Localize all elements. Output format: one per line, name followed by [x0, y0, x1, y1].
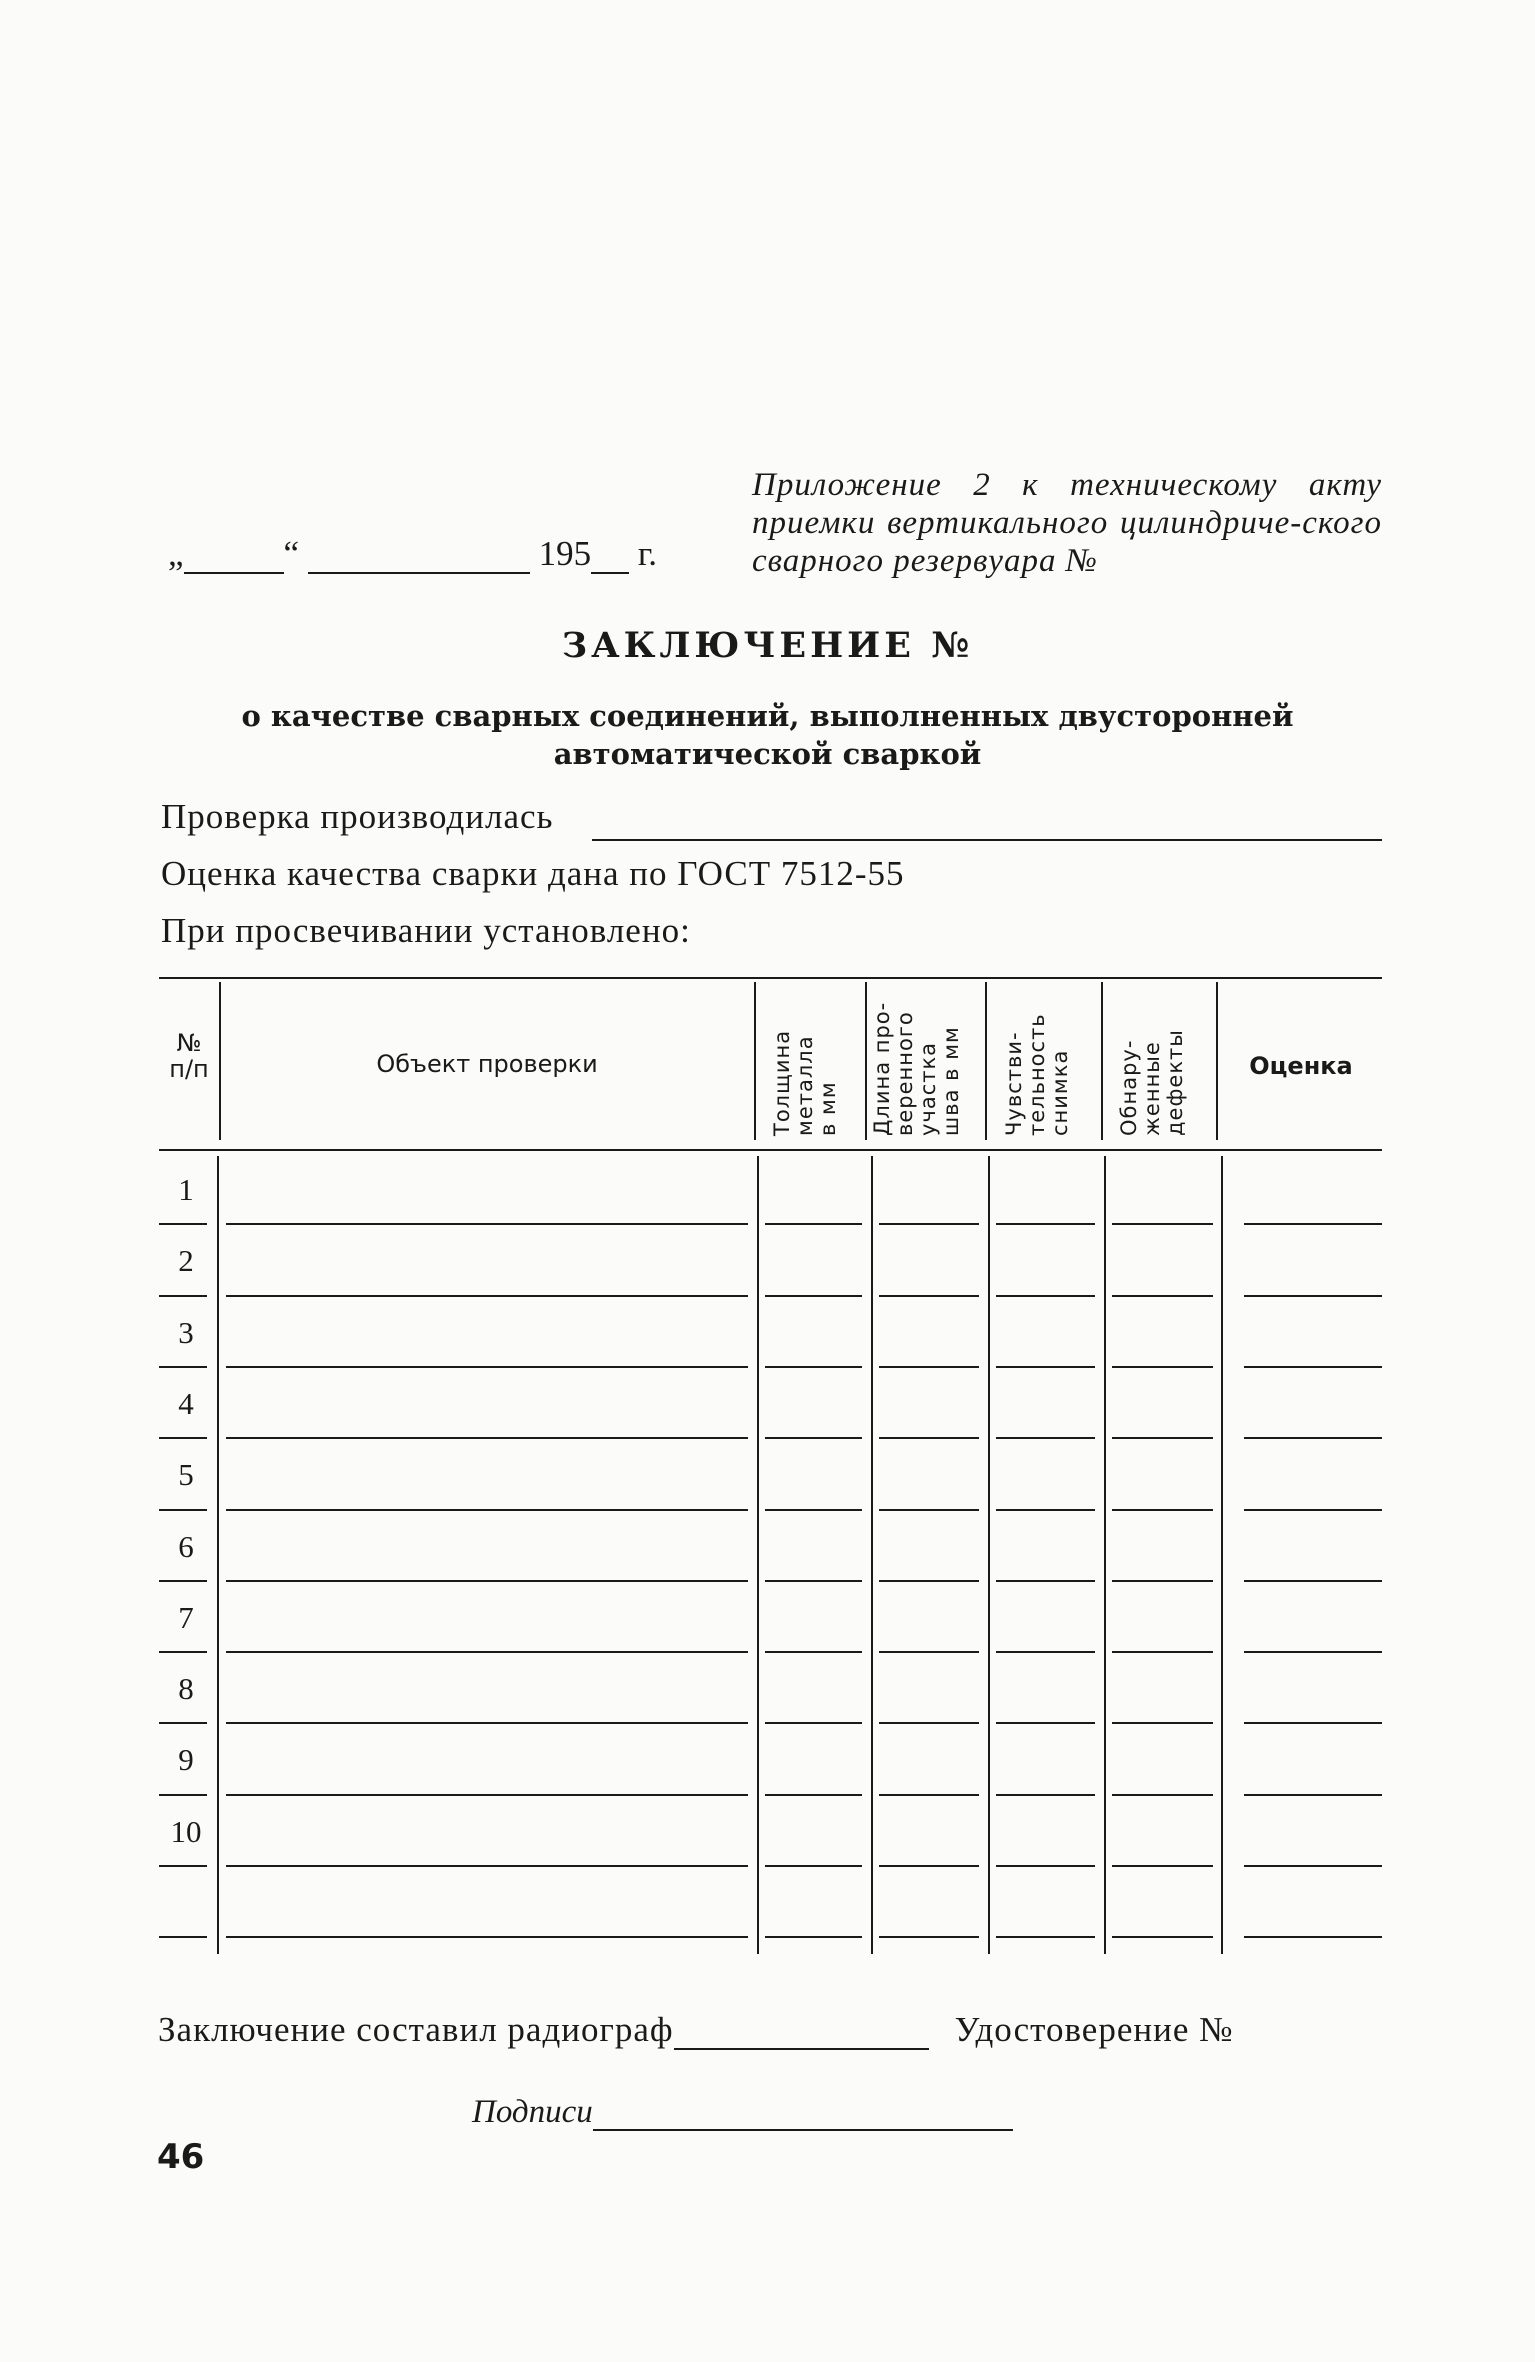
compiled-by-label: Заключение составил радиограф [158, 2010, 674, 2049]
header-thickness: Толщина металла в мм [770, 1029, 840, 1136]
row-line [765, 1580, 862, 1582]
row-number: 3 [178, 1314, 194, 1350]
signatures-line [472, 2094, 1013, 2131]
row-line [996, 1722, 1095, 1724]
header-sensitivity: Чувстви- тельность снимка [1002, 1013, 1072, 1136]
row-line [1244, 1295, 1382, 1297]
row-line [996, 1295, 1095, 1297]
row-line [1244, 1509, 1382, 1511]
row-line [1112, 1722, 1213, 1724]
row-number: 1 [178, 1172, 194, 1207]
body-col-divider-6 [1221, 1156, 1223, 1954]
radiographer-blank [674, 2020, 929, 2050]
row-line [1244, 1580, 1382, 1582]
row-line [879, 1223, 979, 1225]
document-subtitle: о качестве сварных соединений, выполненных двусторонней автоматической сваркой [241, 699, 1294, 771]
appendix-note: Приложение 2 к техническому акту приемки вертикального цилиндриче-ского сварного резервуара № [752, 467, 1382, 579]
row-line [159, 1794, 207, 1796]
row-line [765, 1437, 862, 1439]
row-line [1244, 1366, 1382, 1368]
row-line [996, 1936, 1095, 1938]
row-line [765, 1936, 862, 1938]
row-line [879, 1651, 979, 1653]
row-line [226, 1580, 748, 1582]
row-line [996, 1794, 1095, 1796]
row-line [226, 1651, 748, 1653]
body-col-divider-5 [1104, 1156, 1106, 1954]
row-line [1244, 1936, 1382, 1938]
row-line [879, 1936, 979, 1938]
header-col-divider-6 [1216, 982, 1218, 1140]
row-line [1112, 1223, 1213, 1225]
body-col-divider-2 [757, 1156, 759, 1954]
row-line [159, 1722, 207, 1724]
row-line [879, 1722, 979, 1724]
row-line [765, 1722, 862, 1724]
row-number: 2 [178, 1243, 194, 1279]
header-number: № п/п [169, 1029, 209, 1083]
body-col-divider-3 [871, 1156, 873, 1954]
row-line [879, 1295, 979, 1297]
row-line [765, 1865, 862, 1867]
row-line [226, 1437, 748, 1439]
row-line [226, 1509, 748, 1511]
inspection-performed-label: Проверка производилась [161, 797, 554, 836]
date-open-quote: „ [168, 534, 184, 573]
row-line [1244, 1651, 1382, 1653]
row-line [765, 1223, 862, 1225]
row-line [1112, 1865, 1213, 1867]
row-line [226, 1722, 748, 1724]
row-line [879, 1794, 979, 1796]
row-number: 4 [178, 1385, 194, 1421]
row-number: 10 [170, 1813, 202, 1849]
row-line [765, 1295, 862, 1297]
document-title: ЗАКЛЮЧЕНИЕ № [561, 625, 974, 666]
row-line [879, 1865, 979, 1867]
row-line [1112, 1794, 1213, 1796]
signatures-blank [593, 2101, 1013, 2131]
row-line [765, 1366, 862, 1368]
row-line [765, 1651, 862, 1653]
row-line [226, 1794, 748, 1796]
header-col-divider-3 [865, 982, 867, 1140]
header-col-divider-2 [754, 982, 756, 1140]
row-number: 5 [178, 1457, 194, 1493]
row-line [159, 1366, 207, 1368]
row-line [1244, 1794, 1382, 1796]
row-line [996, 1223, 1095, 1225]
header-defects: Обнару- женные дефекты [1117, 1029, 1187, 1136]
row-line [996, 1437, 1095, 1439]
body-col-divider-4 [988, 1156, 990, 1954]
certificate-label: Удостоверение № [954, 2010, 1234, 2049]
row-line [1244, 1722, 1382, 1724]
row-line [879, 1437, 979, 1439]
row-line [226, 1936, 748, 1938]
row-line [159, 1437, 207, 1439]
row-line [996, 1865, 1095, 1867]
row-line [159, 1295, 207, 1297]
year-suffix: г. [637, 534, 658, 573]
row-line [1244, 1865, 1382, 1867]
row-line [879, 1509, 979, 1511]
signatures-label: Подписи [472, 2094, 593, 2130]
row-number: 6 [178, 1528, 194, 1564]
radiography-result-line: При просвечивании установлено: [161, 911, 691, 950]
table-header-bottom-border [159, 1149, 1382, 1151]
row-line [159, 1936, 207, 1938]
row-line [996, 1580, 1095, 1582]
row-line [1112, 1509, 1213, 1511]
row-number: 8 [178, 1671, 194, 1707]
row-line [1112, 1437, 1213, 1439]
header-object: Объект проверки [376, 1050, 598, 1078]
year-prefix: 195 [538, 534, 592, 573]
row-line [159, 1509, 207, 1511]
row-line [1112, 1936, 1213, 1938]
table-top-border [159, 977, 1382, 979]
compiled-by-line [158, 2010, 1234, 2050]
row-line [996, 1366, 1095, 1368]
row-line [996, 1651, 1095, 1653]
row-line [226, 1295, 748, 1297]
header-grade: Оценка [1249, 1052, 1353, 1080]
row-line [765, 1509, 862, 1511]
body-col-divider-1 [217, 1156, 219, 1954]
header-col-divider-1 [219, 982, 221, 1140]
row-number: 7 [178, 1599, 194, 1635]
row-line [879, 1580, 979, 1582]
row-line [159, 1580, 207, 1582]
row-line [159, 1651, 207, 1653]
row-line [1112, 1295, 1213, 1297]
row-line [765, 1794, 862, 1796]
row-line [226, 1366, 748, 1368]
row-line [226, 1223, 748, 1225]
row-line [1112, 1651, 1213, 1653]
date-close-quote: “ [283, 534, 300, 573]
header-col-divider-5 [1101, 982, 1103, 1140]
row-number: 9 [178, 1742, 194, 1778]
row-line [226, 1865, 748, 1867]
header-length: Длина про- веренного участка шва в мм [870, 1001, 963, 1136]
row-line [879, 1366, 979, 1368]
page-number: 46 [157, 2137, 205, 2177]
header-col-divider-4 [985, 982, 987, 1140]
quality-assessment-line: Оценка качества сварки дана по ГОСТ 7512-55 [161, 854, 905, 893]
row-line [1112, 1366, 1213, 1368]
row-line [159, 1865, 207, 1867]
row-line [159, 1223, 207, 1225]
row-line [1244, 1223, 1382, 1225]
row-line [996, 1509, 1095, 1511]
row-line [1112, 1580, 1213, 1582]
row-line [1244, 1437, 1382, 1439]
